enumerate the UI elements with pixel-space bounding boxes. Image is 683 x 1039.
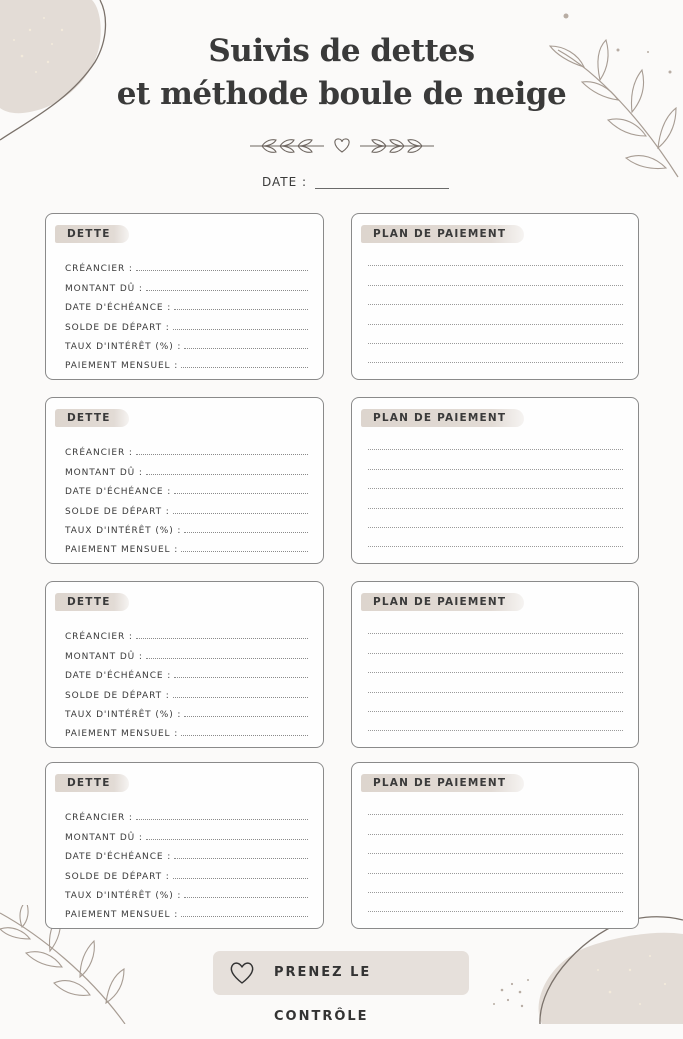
creditor-row [65, 255, 308, 274]
interest-row [65, 517, 308, 536]
creditor-row [65, 623, 308, 642]
start-balance-label: SOLDE DE DÉPART : [65, 871, 170, 882]
debt-card-1 [45, 213, 324, 380]
cta-text: PRENEZ LE CONTRÔLE [274, 965, 372, 1024]
monthly-label: PAIEMENT MENSUEL : [65, 910, 179, 921]
plan-line[interactable] [368, 470, 623, 489]
creditor-row [65, 804, 308, 823]
start-balance-field[interactable] [173, 513, 308, 514]
debt-card-2 [45, 397, 324, 564]
creditor-field[interactable] [136, 819, 308, 820]
amount-label: MONTANT DÛ : [65, 283, 143, 294]
start-balance-row [65, 862, 308, 881]
plan-line[interactable] [368, 835, 623, 854]
plan-line[interactable] [368, 489, 623, 508]
plan-line[interactable] [368, 266, 623, 285]
monthly-label: PAIEMENT MENSUEL : [65, 361, 179, 372]
heart-outline-icon [229, 961, 255, 985]
debt-card-4 [45, 762, 324, 929]
plan-line[interactable] [368, 796, 623, 815]
due-date-label: DATE D'ÉCHÉANCE : [65, 303, 172, 314]
monthly-field[interactable] [181, 735, 308, 736]
amount-field[interactable] [146, 474, 308, 475]
amount-field[interactable] [146, 290, 308, 291]
monthly-row [65, 901, 308, 920]
plan-line[interactable] [368, 344, 623, 363]
plan-card-header: PLAN DE PAIEMENT [361, 593, 524, 611]
interest-label: TAUX D'INTÉRÊT (%) : [65, 525, 182, 536]
monthly-row [65, 352, 308, 371]
plan-line[interactable] [368, 854, 623, 873]
start-balance-label: SOLDE DE DÉPART : [65, 506, 170, 517]
debt-card-header: DETTE [55, 409, 129, 427]
interest-label: TAUX D'INTÉRÊT (%) : [65, 890, 182, 901]
debt-card-3 [45, 581, 324, 748]
date-label: DATE : [262, 175, 308, 189]
plan-line[interactable] [368, 654, 623, 673]
plan-line[interactable] [368, 893, 623, 912]
start-balance-row [65, 313, 308, 332]
date-row [262, 175, 449, 189]
amount-row [65, 642, 308, 661]
date-field[interactable] [315, 176, 449, 189]
plan-line[interactable] [368, 673, 623, 692]
amount-field[interactable] [146, 658, 308, 659]
due-date-field[interactable] [174, 858, 308, 859]
creditor-label: CRÉANCIER : [65, 448, 133, 459]
amount-row [65, 274, 308, 293]
interest-field[interactable] [184, 897, 308, 898]
plan-line[interactable] [368, 712, 623, 731]
interest-field[interactable] [184, 348, 308, 349]
amount-row [65, 823, 308, 842]
interest-row [65, 882, 308, 901]
plan-line[interactable] [368, 528, 623, 547]
interest-row [65, 701, 308, 720]
plan-line[interactable] [368, 286, 623, 305]
title-line-1: Suivis de dettes [208, 33, 475, 69]
due-date-label: DATE D'ÉCHÉANCE : [65, 487, 172, 498]
interest-row [65, 333, 308, 352]
plan-card-header: PLAN DE PAIEMENT [361, 409, 524, 427]
monthly-field[interactable] [181, 916, 308, 917]
cta-banner [213, 951, 469, 1024]
start-balance-label: SOLDE DE DÉPART : [65, 322, 170, 333]
due-date-label: DATE D'ÉCHÉANCE : [65, 852, 172, 863]
start-balance-row [65, 497, 308, 516]
start-balance-field[interactable] [173, 878, 308, 879]
debt-card-header: DETTE [55, 774, 129, 792]
plan-line[interactable] [368, 615, 623, 634]
monthly-label: PAIEMENT MENSUEL : [65, 729, 179, 740]
start-balance-field[interactable] [173, 697, 308, 698]
plan-line[interactable] [368, 509, 623, 528]
plan-card-1 [351, 213, 639, 380]
interest-label: TAUX D'INTÉRÊT (%) : [65, 341, 182, 352]
due-date-row [65, 662, 308, 681]
plan-line[interactable] [368, 431, 623, 450]
plan-line[interactable] [368, 305, 623, 324]
monthly-row [65, 720, 308, 739]
due-date-row [65, 478, 308, 497]
creditor-field[interactable] [136, 638, 308, 639]
plan-card-3 [351, 581, 639, 748]
plan-line[interactable] [368, 634, 623, 653]
due-date-label: DATE D'ÉCHÉANCE : [65, 671, 172, 682]
due-date-field[interactable] [174, 493, 308, 494]
creditor-label: CRÉANCIER : [65, 813, 133, 824]
plan-line[interactable] [368, 815, 623, 834]
due-date-row [65, 843, 308, 862]
due-date-field[interactable] [174, 677, 308, 678]
monthly-field[interactable] [181, 367, 308, 368]
plan-line[interactable] [368, 874, 623, 893]
start-balance-row [65, 681, 308, 700]
laurel-heart-divider-icon [248, 134, 436, 158]
monthly-field[interactable] [181, 551, 308, 552]
amount-label: MONTANT DÛ : [65, 467, 143, 478]
plan-card-2 [351, 397, 639, 564]
debt-card-header: DETTE [55, 593, 129, 611]
plan-line[interactable] [368, 693, 623, 712]
creditor-label: CRÉANCIER : [65, 264, 133, 275]
monthly-row [65, 536, 308, 555]
interest-field[interactable] [184, 532, 308, 533]
plan-card-header: PLAN DE PAIEMENT [361, 774, 524, 792]
plan-line[interactable] [368, 325, 623, 344]
amount-label: MONTANT DÛ : [65, 651, 143, 662]
monthly-label: PAIEMENT MENSUEL : [65, 545, 179, 556]
creditor-label: CRÉANCIER : [65, 632, 133, 643]
plan-line[interactable] [368, 450, 623, 469]
plan-card-header: PLAN DE PAIEMENT [361, 225, 524, 243]
start-balance-field[interactable] [173, 329, 308, 330]
amount-field[interactable] [146, 839, 308, 840]
interest-field[interactable] [184, 716, 308, 717]
interest-label: TAUX D'INTÉRÊT (%) : [65, 709, 182, 720]
amount-row [65, 458, 308, 477]
start-balance-label: SOLDE DE DÉPART : [65, 690, 170, 701]
creditor-field[interactable] [136, 270, 308, 271]
plan-card-4 [351, 762, 639, 929]
debt-card-header: DETTE [55, 225, 129, 243]
creditor-field[interactable] [136, 454, 308, 455]
creditor-row [65, 439, 308, 458]
plan-line[interactable] [368, 247, 623, 266]
amount-label: MONTANT DÛ : [65, 832, 143, 843]
page-title [0, 30, 683, 116]
title-line-2: et méthode boule de neige [116, 76, 567, 112]
due-date-field[interactable] [174, 309, 308, 310]
due-date-row [65, 294, 308, 313]
